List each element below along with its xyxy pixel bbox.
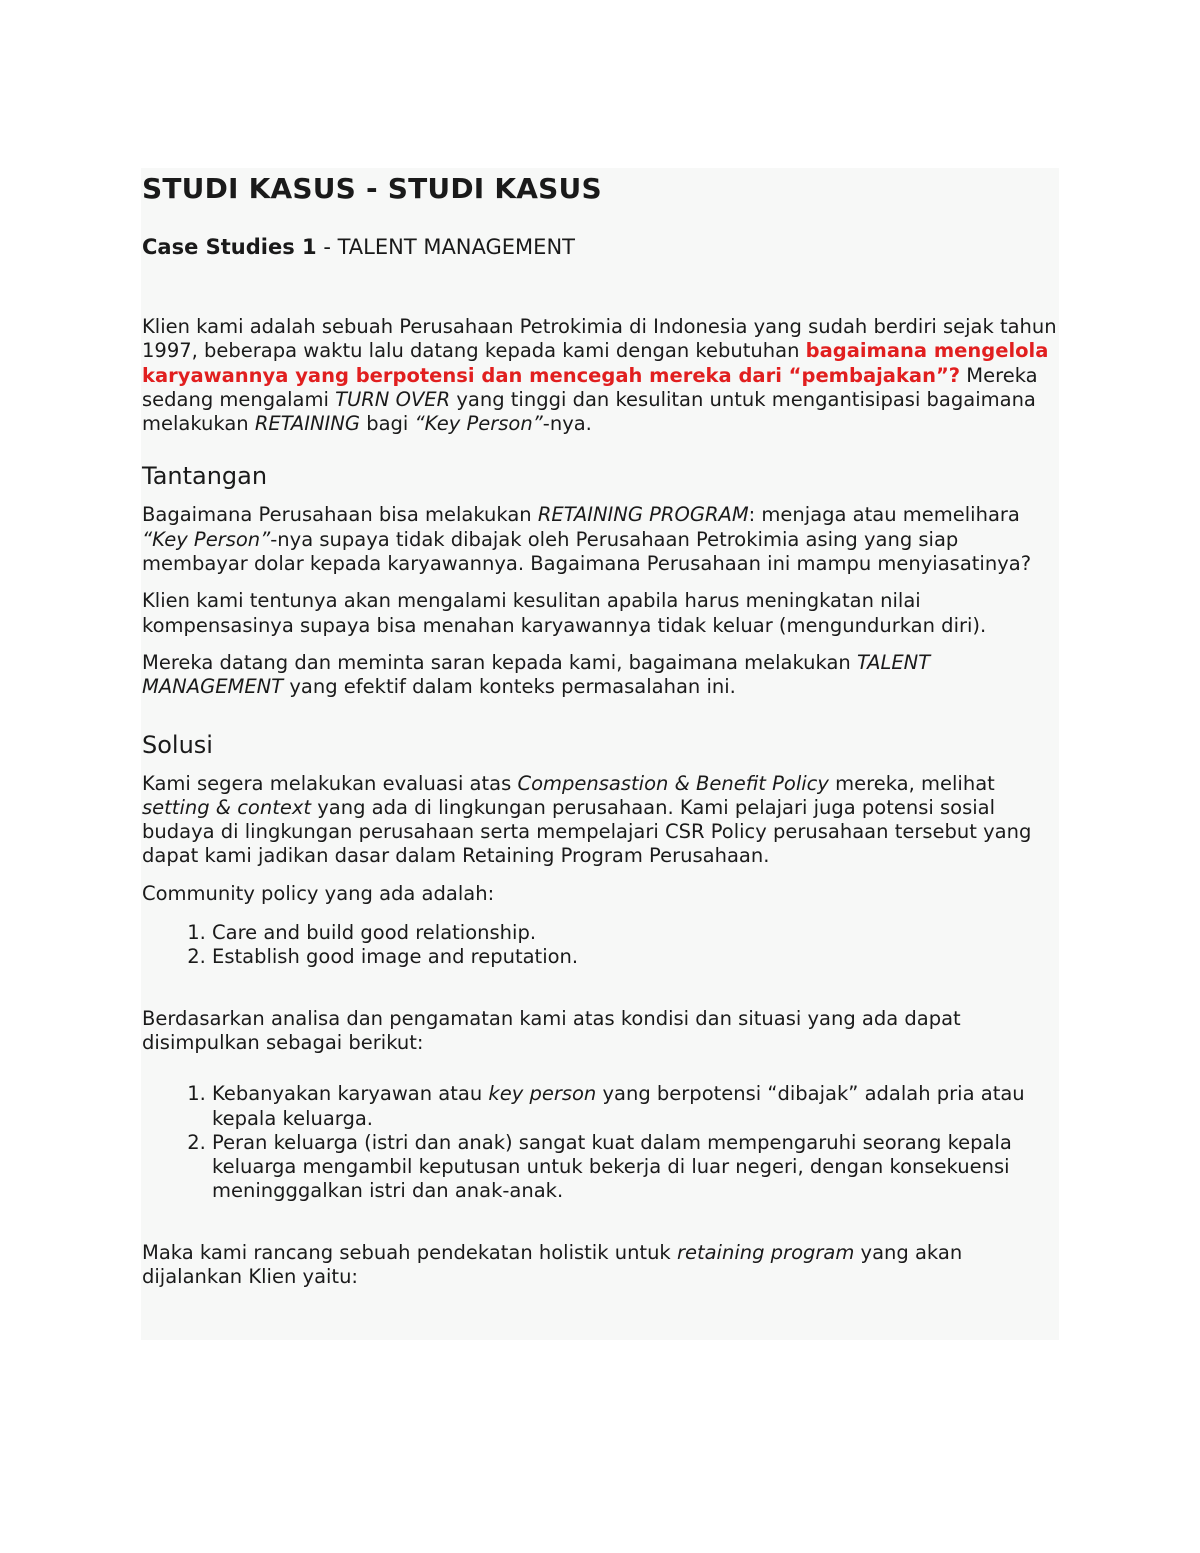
- tantangan-p1-key-person: “Key Person”: [142, 527, 271, 551]
- conclusion-1-key-person: key person: [488, 1082, 597, 1106]
- list-item: [212, 1082, 1059, 1131]
- tantangan-paragraph-1: [142, 503, 1059, 576]
- tantangan-p1-retaining-program: RETAINING PROGRAM: [537, 503, 749, 527]
- list-item: 2. Establish good image and reputation.: [212, 945, 1059, 969]
- case-title-topic: - TALENT MANAGEMENT: [316, 235, 575, 259]
- solusi-heading: Solusi: [142, 730, 213, 759]
- solusi-paragraph-1: [142, 772, 1059, 869]
- intro-text-4: bagi: [360, 412, 415, 436]
- intro-retaining: RETAINING: [254, 412, 360, 436]
- conclusion-1-text-2: yang berpotensi “dibajak” adalah pria atau kepala keluarga.: [212, 1082, 1025, 1130]
- conclusion-list: [142, 1082, 1059, 1203]
- intro-text-5: -nya.: [542, 412, 592, 436]
- solusi-paragraph-3: Berdasarkan analisa dan pengamatan kami atas kondisi dan situasi yang ada dapat disimpulkan sebagai berikut:: [142, 1006, 961, 1054]
- document-title: STUDI KASUS - STUDI KASUS: [142, 172, 602, 205]
- tantangan-p3-text-2: yang efektif dalam konteks permasalahan ini.: [283, 675, 736, 699]
- solusi-p4-text-1: Maka kami rancang sebuah pendekatan holistik untuk: [142, 1240, 677, 1264]
- solusi-p1-policy: Compensastion & Benefit Policy: [517, 771, 829, 795]
- solusi-p1-text-2: mereka, melihat: [828, 771, 995, 795]
- solusi-p4-text-2: yang akan dijalankan Klien yaitu:: [142, 1240, 963, 1289]
- tantangan-paragraph-3: [142, 651, 1059, 700]
- document-body: [141, 168, 1059, 1340]
- tantangan-paragraph-2: Klien kami tentunya akan mengalami kesulitan apabila harus meningkatan nilai kompensasinya supaya bisa menahan karyawannya tidak keluar (mengundurkan diri).: [142, 589, 987, 637]
- case-title: [142, 233, 1059, 261]
- solusi-p4-retaining-program: retaining program: [676, 1240, 855, 1264]
- intro-text-2: Mereka sedang mengalami: [142, 363, 1038, 411]
- case-title-number: Case Studies 1: [142, 235, 317, 259]
- tantangan-heading: Tantangan: [142, 462, 268, 491]
- solusi-p1-text-1: Kami segera melakukan evaluasi atas: [142, 771, 518, 795]
- tantangan-p1-text-1: Bagaimana Perusahaan bisa melakukan: [142, 503, 538, 527]
- conclusion-1-text-1: Kebanyakan karyawan atau: [212, 1082, 489, 1106]
- solusi-p1-text-3: yang ada di lingkungan perusahaan. Kami pelajari juga potensi sosial budaya di lingkungan perusahaan serta mempelajari CSR Policy perusahaan tersebut yang dapat kami jadikan dasar dalam Retaining Program Perusahaan.: [142, 795, 1032, 868]
- intro-text-3: yang tinggi dan kesulitan untuk mengantisipasi bagaimana melakukan: [142, 387, 1036, 436]
- tantangan-p3-talent-management: TALENT MANAGEMENT: [142, 650, 931, 699]
- community-policy-list: [142, 921, 1059, 970]
- intro-highlight: bagaimana mengelola karyawannya yang berpotensi dan mencegah mereka dari “pembajakan”?: [142, 339, 1049, 387]
- solusi-paragraph-2: Community policy yang ada adalah:: [142, 881, 495, 905]
- solusi-p1-setting-context: setting & context: [142, 795, 312, 819]
- intro-key-person: “Key Person”: [414, 412, 543, 436]
- tantangan-p3-text-1: Mereka datang dan meminta saran kepada kami, bagaimana melakukan: [142, 650, 857, 674]
- list-item: 1. Care and build good relationship.: [212, 921, 1059, 945]
- tantangan-p1-text-3: -nya supaya tidak dibajak oleh Perusahaan Petrokimia asing yang siap membayar dolar kepada karyawannya. Bagaimana Perusahaan ini mampu menyiasatinya?: [142, 527, 1032, 576]
- list-item: 2. Peran keluarga (istri dan anak) sangat kuat dalam mempengaruhi seorang kepala keluarga mengambil keputusan untuk bekerja di luar negeri, dengan konsekuensi meningggalkan istri dan anak-anak.: [212, 1131, 1059, 1204]
- tantangan-p1-text-2: : menjaga atau memelihara: [748, 503, 1020, 527]
- intro-text-1: Klien kami adalah sebuah Perusahaan Petrokimia di Indonesia yang sudah berdiri sejak tahun 1997, beberapa waktu lalu datang kepada kami dengan kebutuhan: [142, 315, 1057, 363]
- solusi-paragraph-4: [142, 1241, 1059, 1290]
- intro-turnover: TURN OVER: [335, 387, 451, 411]
- intro-paragraph: [142, 315, 1059, 436]
